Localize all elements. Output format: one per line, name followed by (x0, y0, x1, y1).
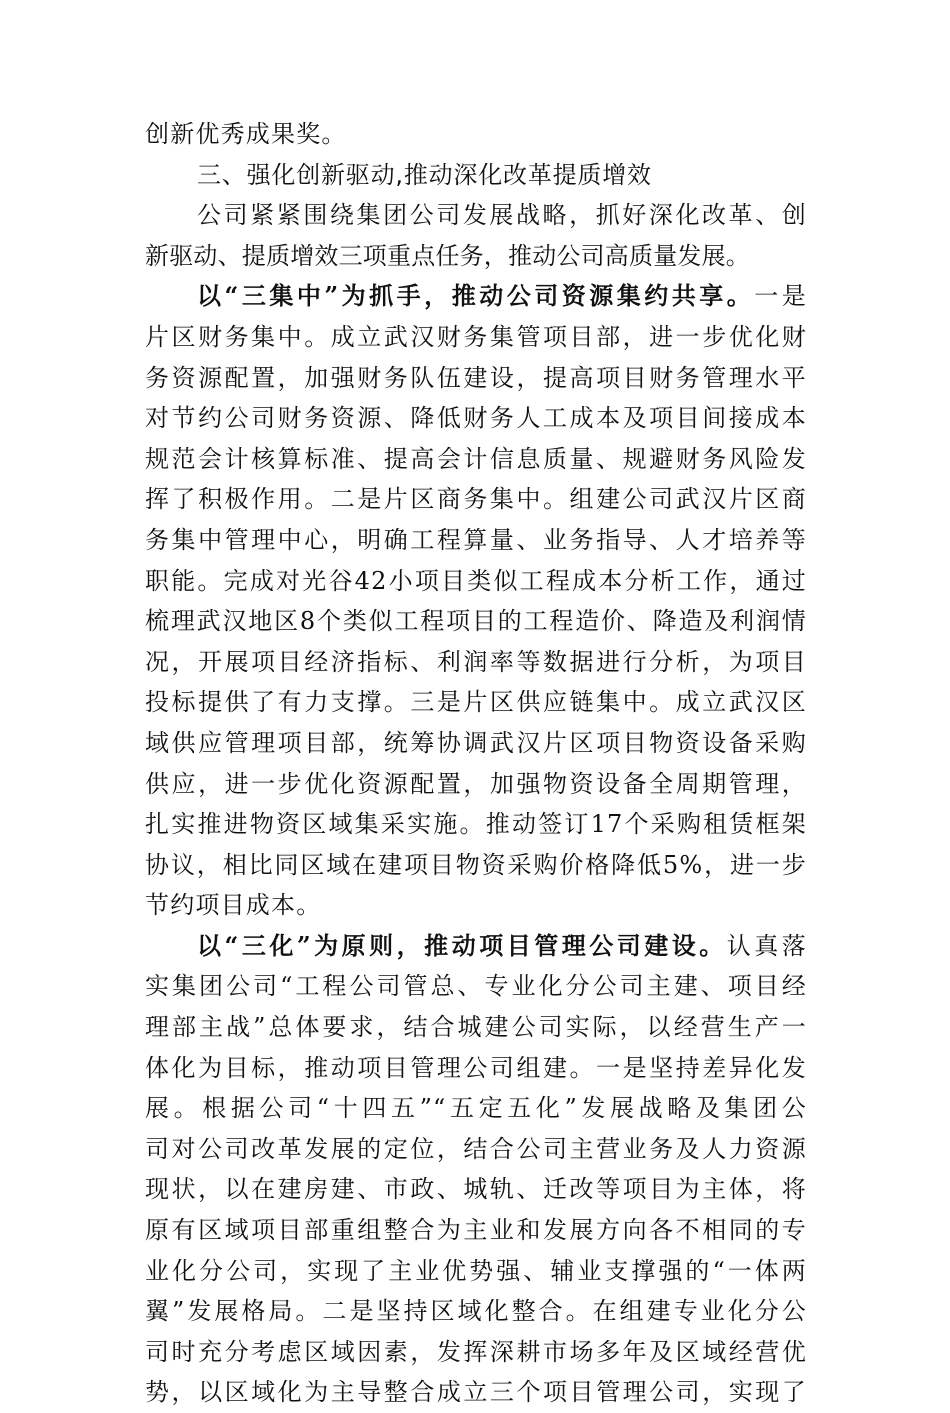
text-line: 梳理武汉地区8个类似工程项目的工程造价、降造及利润情 (145, 607, 807, 636)
text-line: 务资源配置，加强财务队伍建设，提高项目财务管理水平 (145, 363, 807, 392)
text-line: 扎实推进物资区域集采实施。推动签订17个采购租赁框架 (145, 810, 807, 839)
text-line: 对节约公司财务资源、降低财务人工成本及项目间接成本 (145, 404, 807, 433)
section-heading (145, 155, 807, 196)
text-line: 体化为目标，推动项目管理公司组建。一是坚持差异化发 (145, 1053, 807, 1082)
paragraph-continuation (145, 114, 807, 155)
text-line: 供应，进一步优化资源配置，加强物资设备全周期管理， (145, 769, 807, 798)
text-line: 现状，以在建房建、市政、城轨、迁改等项目为主体，将 (145, 1175, 807, 1204)
text-line: 域供应管理项目部，统筹协调武汉片区项目物资设备采购 (145, 728, 807, 757)
text-line: 翼”发展格局。二是坚持区域化整合。在组建专业化分公 (145, 1297, 807, 1326)
text-line: 况，开展项目经济指标、利润率等数据进行分析，为项目 (145, 647, 807, 676)
text-line: 业化分公司，实现了主业优势强、辅业支撑强的“一体两 (145, 1256, 807, 1285)
text-line: 协议，相比同区域在建项目物资采购价格降低5%，进一步 (145, 850, 807, 879)
text-line: 挥了积极作用。二是片区商务集中。组建公司武汉片区商 (145, 485, 807, 514)
paragraph-lead-bold: 以“三化”为原则，推动项目管理公司建设。 (197, 930, 727, 960)
text-line: 实集团公司“工程公司管总、专业化分公司主建、项目经 (145, 972, 807, 1001)
text-line: 理部主战”总体要求，结合城建公司实际，以经营生产一 (145, 1013, 807, 1042)
text-line: 投标提供了有力支撑。三是片区供应链集中。成立武汉区 (145, 688, 807, 717)
paragraph-lead-rest: 一是 (754, 282, 807, 311)
text-line: 节约项目成本。 (145, 891, 322, 920)
paragraph-lead-bold: 以“三集中”为抓手，推动公司资源集约共享。 (197, 281, 755, 311)
text-line: 势，以区域化为主导整合成立三个项目管理公司，实现了 (145, 1378, 807, 1407)
paragraph-intro (145, 195, 807, 276)
text-line: 新驱动、提质增效三项重点任务，推动公司高质量发展。 (145, 241, 750, 270)
text-line: 片区财务集中。成立武汉财务集管项目部，进一步优化财 (145, 322, 807, 351)
paragraph-three-transformations (145, 926, 807, 1413)
text-line: 展。根据公司“十四五”“五定五化”发展战略及集团公 (145, 1094, 807, 1123)
paragraph-three-concentrations (145, 276, 807, 926)
text-line: 职能。完成对光谷42小项目类似工程成本分析工作，通过 (145, 566, 807, 595)
paragraph-lead-rest: 认真落 (726, 931, 807, 960)
text-line: 规范会计核算标准、提高会计信息质量、规避财务风险发 (145, 444, 807, 473)
paragraph-first-line (145, 276, 807, 317)
text-line: 务集中管理中心，明确工程算量、业务指导、人才培养等 (145, 525, 807, 554)
document-page (145, 114, 807, 1413)
text-line: 司对公司改革发展的定位，结合公司主营业务及人力资源 (145, 1134, 807, 1163)
text-line: 公司紧紧围绕集团公司发展战略，抓好深化改革、创 (197, 201, 807, 230)
text-line: 司时充分考虑区域因素，发挥深耕市场多年及区域经营优 (145, 1337, 807, 1366)
text-line: 原有区域项目部重组整合为主业和发展方向各不相同的专 (145, 1216, 807, 1245)
paragraph-first-line (145, 926, 807, 967)
text-line: 创新优秀成果奖。 (145, 120, 347, 148)
section-heading-text: 三、强化创新驱动,推动深化改革提质增效 (197, 160, 652, 189)
